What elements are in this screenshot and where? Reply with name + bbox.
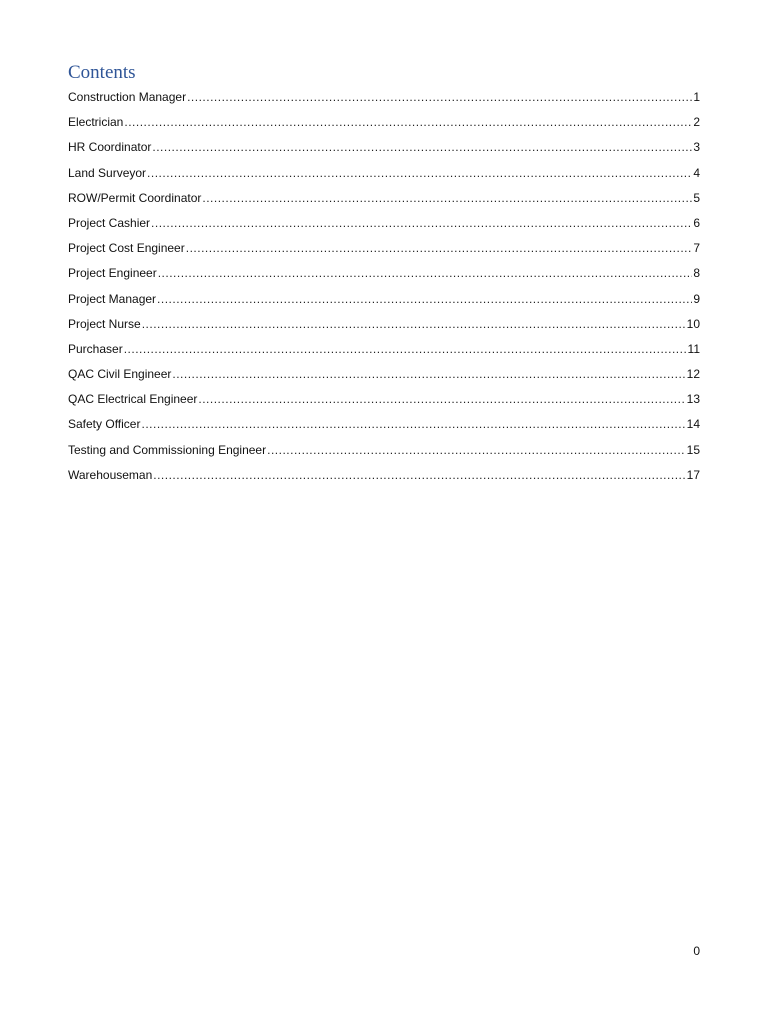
toc-entry-page: 13 <box>686 392 700 407</box>
toc-dot-leader <box>202 187 692 209</box>
toc-entry-title: Project Cost Engineer <box>68 241 185 256</box>
toc-entry-title: HR Coordinator <box>68 140 152 155</box>
toc-entry-title: ROW/Permit Coordinator <box>68 190 202 205</box>
toc-entry-title: Project Manager <box>68 291 157 306</box>
table-of-contents <box>68 86 700 489</box>
toc-entry-title: Project Engineer <box>68 266 157 281</box>
toc-dot-leader <box>198 388 685 410</box>
toc-entry-page: 2 <box>693 115 700 130</box>
toc-entry-title: Testing and Commissioning Engineer <box>68 442 267 457</box>
toc-dot-leader <box>267 439 686 461</box>
toc-entry-page: 1 <box>693 90 700 104</box>
toc-entry-title: Electrician <box>68 115 124 130</box>
toc-entry-page: 5 <box>693 190 700 205</box>
toc-entry[interactable] <box>68 388 700 413</box>
toc-entry[interactable] <box>68 262 700 287</box>
toc-entry[interactable] <box>68 212 700 237</box>
toc-entry-title: QAC Electrical Engineer <box>68 392 198 407</box>
toc-entry-title: Project Nurse <box>68 316 141 331</box>
toc-dot-leader <box>157 288 692 310</box>
toc-entry-title: Safety Officer <box>68 417 141 432</box>
toc-entry-page: 6 <box>693 215 700 230</box>
toc-entry-page: 12 <box>686 367 700 382</box>
toc-entry[interactable] <box>68 237 700 262</box>
toc-entry-page: 4 <box>693 165 700 180</box>
toc-dot-leader <box>152 136 692 158</box>
toc-entry-title: Land Surveyor <box>68 165 147 180</box>
toc-entry[interactable] <box>68 313 700 338</box>
toc-entry-title: Purchaser <box>68 341 123 356</box>
toc-entry[interactable] <box>68 162 700 187</box>
toc-entry-page: 15 <box>686 442 700 457</box>
toc-entry[interactable] <box>68 439 700 464</box>
toc-entry-page: 14 <box>686 417 700 432</box>
toc-entry-page: 10 <box>686 316 700 331</box>
toc-dot-leader <box>141 413 685 435</box>
toc-dot-leader <box>186 237 693 259</box>
toc-entry-page: 9 <box>693 291 700 306</box>
toc-entry-title: Warehouseman <box>68 467 153 482</box>
toc-entry-page: 3 <box>693 140 700 155</box>
toc-dot-leader <box>124 338 687 360</box>
toc-entry-page: 7 <box>693 241 700 256</box>
toc-entry[interactable] <box>68 288 700 313</box>
toc-entry[interactable] <box>68 464 700 489</box>
toc-dot-leader <box>142 313 686 335</box>
toc-dot-leader <box>151 212 692 234</box>
toc-dot-leader <box>124 111 692 133</box>
toc-dot-leader <box>153 464 685 486</box>
toc-dot-leader <box>172 363 685 385</box>
toc-entry-page: 17 <box>686 467 700 482</box>
toc-entry[interactable] <box>68 338 700 363</box>
toc-dot-leader <box>158 262 693 284</box>
toc-entry-title: Project Cashier <box>68 215 151 230</box>
toc-entry[interactable] <box>68 136 700 161</box>
toc-entry-title: QAC Civil Engineer <box>68 367 172 382</box>
toc-entry[interactable] <box>68 363 700 388</box>
toc-entry-page: 11 <box>687 341 700 356</box>
toc-dot-leader <box>187 86 692 108</box>
toc-entry[interactable] <box>68 187 700 212</box>
toc-dot-leader <box>147 162 692 184</box>
footer-page-number: 0 <box>693 944 700 958</box>
toc-entry[interactable] <box>68 111 700 136</box>
toc-entry-title: Construction Manager <box>68 90 187 104</box>
toc-entry[interactable] <box>68 86 700 111</box>
toc-entry-page: 8 <box>693 266 700 281</box>
toc-heading: Contents <box>68 62 136 83</box>
toc-entry[interactable] <box>68 413 700 438</box>
